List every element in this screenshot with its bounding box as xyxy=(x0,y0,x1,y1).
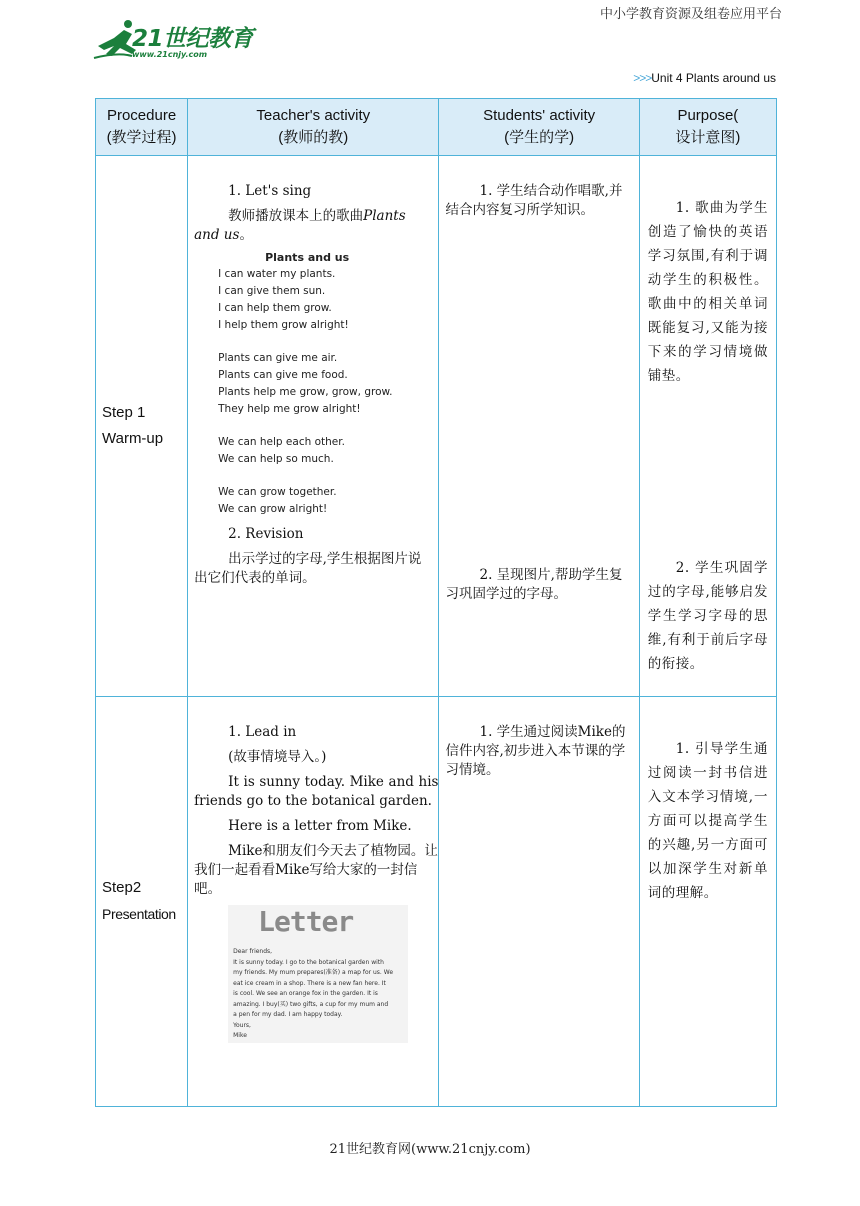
step2-item1-sub: (故事情境导入。) xyxy=(228,749,327,765)
step1-students-item1: 1. 学生结合动作唱歌,并结合内容复习所学知识。 xyxy=(445,183,623,218)
step2-purpose-item1: 1. 引导学生通过阅读一封书信进入文本学习情境,一方面可以提高学生的兴趣,另一方面可以加深学生对新单词的理解。 xyxy=(647,740,768,901)
table-row xyxy=(96,697,777,1107)
step2-name: Step2 Presentation xyxy=(96,697,188,1107)
footer: 21世纪教育网(www.21cnjy.com) xyxy=(329,1142,531,1157)
step2-students-item1: 1. 学生通过阅读Mike的信件内容,初步进入本节课的学习情境。 xyxy=(445,724,626,778)
step1-students xyxy=(439,156,639,697)
step1-item2-text: 出示学过的字母,学生根据图片说出它们代表的单词。 xyxy=(194,551,422,586)
arrows-icon: >>> xyxy=(633,71,652,85)
header-purpose: Purpose( 设计意图) xyxy=(639,99,776,156)
header-students: Students' activity (学生的学) xyxy=(439,99,639,156)
table-row xyxy=(96,156,777,697)
lesson-plan-table xyxy=(95,98,777,1107)
song-image: Plants and us I can water my plants. I can give them sun. I can help them grow. I help them grow alright! Plants can give me air. Plants can give me food. Plants help me grow, grow, grow. They help me grow alright! We can help each other. We can help so much. We can grow together. We can grow alright! xyxy=(218,251,393,515)
step1-name: Step 1 Warm-up xyxy=(96,156,188,697)
header-procedure: Procedure (教学过程) xyxy=(96,99,188,156)
step1-purpose-item1: 1. 歌曲为学生创造了愉快的英语学习氛围,有利于调动学生的积极性。歌曲中的相关单词既能复习,又能为接下来的学习情境做铺垫。 xyxy=(647,199,768,384)
step1-purpose xyxy=(639,156,776,697)
step2-item1-title: 1. Lead in xyxy=(228,724,297,740)
step1-teacher xyxy=(188,156,439,697)
step2-purpose xyxy=(639,697,776,1107)
step1-purpose-item2: 2. 学生巩固学过的字母,能够启发学生学习字母的思维,有利于前后字母的衔接。 xyxy=(647,559,768,672)
platform-name: 中小学教育资源及组卷应用平台 xyxy=(599,7,782,22)
unit-title-text: Unit 4 Plants around us xyxy=(651,71,776,85)
logo-url: www.21cnjy.com xyxy=(132,50,208,59)
step1-item2-title: 2. Revision xyxy=(228,526,304,542)
step2-para1: It is sunny today. Mike and his friends go to the botanical garden. xyxy=(194,774,439,809)
table-header-row xyxy=(96,99,777,156)
header-teacher: Teacher's activity (教师的教) xyxy=(188,99,439,156)
letter-image: Letter Dear friends, It is sunny today. I go to the botanical garden with my friends. My mum prepares(准备) a map for us. We eat ice cream in a shop. There is a new fan here. It is cool. We see an orange fox in the garden. It is amazing. I buy(买) two gifts, a cup for my mum and a pen for my dad. I am happy today. Yours, Mike xyxy=(228,905,408,1043)
step2-para3: Mike和朋友们今天去了植物园。让我们一起看看Mike写给大家的一封信吧。 xyxy=(194,843,438,897)
step2-teacher xyxy=(188,697,439,1107)
step1-item1-text: 教师播放课本上的歌曲Plants and us。 xyxy=(194,208,406,243)
step1-students-item2: 2. 呈现图片,帮助学生复习巩固学过的字母。 xyxy=(445,567,623,602)
step1-item1-title: 1. Let's sing xyxy=(228,183,312,199)
step2-students xyxy=(439,697,639,1107)
logo-text: 21世纪教育 xyxy=(132,26,254,52)
step2-para2: Here is a letter from Mike. xyxy=(228,818,412,834)
unit-title xyxy=(633,71,776,85)
